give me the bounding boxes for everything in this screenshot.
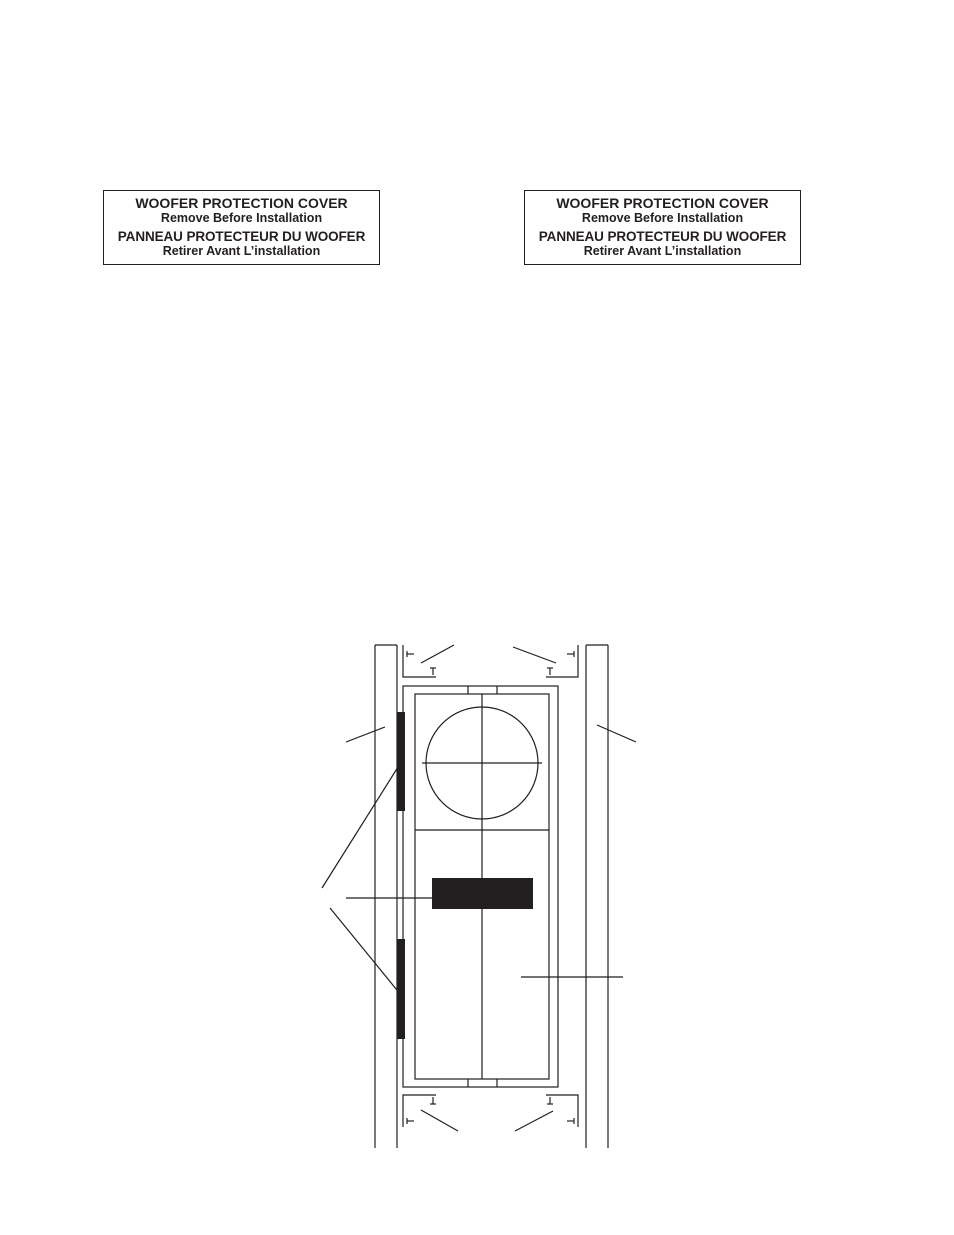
label-subtitle-fr: Retirer Avant L’installation [583,244,742,258]
protection-label-marker [432,878,533,909]
label-title-fr: PANNEAU PROTECTEUR DU WOOFER [117,228,366,244]
upper-adhesive-strip [397,712,405,811]
label-title-fr: PANNEAU PROTECTEUR DU WOOFER [538,228,787,244]
lower-adhesive-strip [397,939,405,1039]
left-wall-stud [375,645,397,1148]
right-wall-stud [586,645,608,1148]
label-subtitle-fr: Retirer Avant L’installation [162,244,321,258]
label-subtitle-en: Remove Before Installation [581,211,744,225]
label-subtitle-en: Remove Before Installation [160,211,323,225]
label-title-en: WOOFER PROTECTION COVER [135,195,348,211]
label-title-en: WOOFER PROTECTION COVER [556,195,769,211]
